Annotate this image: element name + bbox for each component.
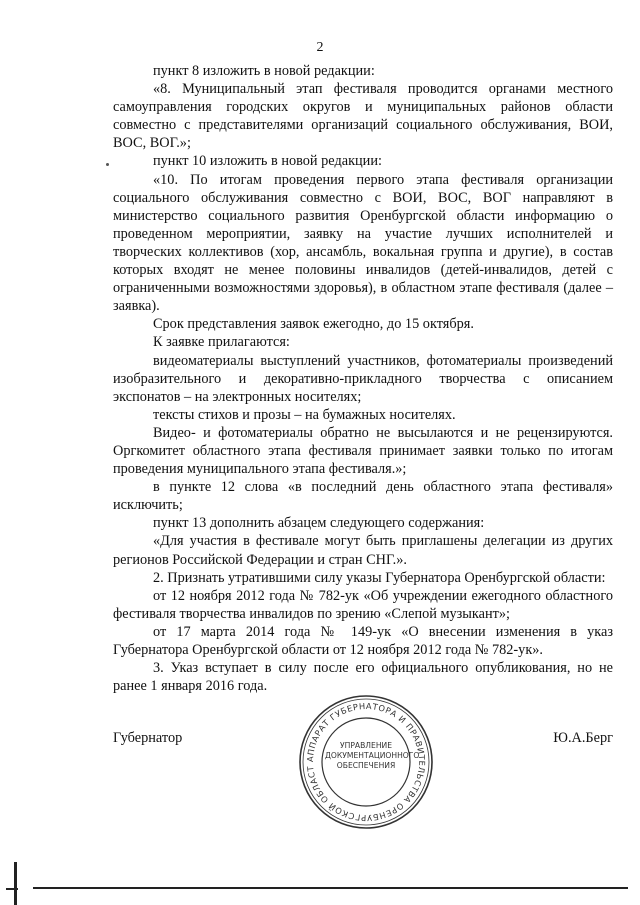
paragraph: в пункте 12 слова «в последний день областного этапа фестиваля» исключить; xyxy=(113,479,613,514)
paragraph: 2. Признать утратившими силу указы Губернатора Оренбургской области: xyxy=(153,569,606,586)
footer-rule xyxy=(33,887,628,889)
page-number: 2 xyxy=(316,40,324,55)
paragraph: тексты стихов и прозы – на бумажных носителях. xyxy=(153,406,456,423)
paragraph: 3. Указ вступает в силу после его официального опубликования, но не ранее 1 января 2016 года. xyxy=(113,660,613,695)
margin-tick xyxy=(6,888,18,890)
paragraph: К заявке прилагаются: xyxy=(153,334,290,351)
paragraph: от 17 марта 2014 года № 149-ук «О внесении изменения в указ Губернатора Оренбургской области от 12 ноября 2012 года № 782-ук». xyxy=(113,623,613,658)
paragraph: пункт 13 дополнить абзацем следующего содержания: xyxy=(153,515,485,532)
paragraph: видеоматериалы выступлений участников, фотоматериалы произведений изобразительного и декоративно-прикладного творчества с описанием экспонатов – на электронных носителях; xyxy=(113,352,613,405)
paragraph: «8. Муниципальный этап фестиваля проводится органами местного самоуправления городских округов и муниципальных районов области совместно с представителями организаций социального обслуживания, ВОИ, ВОС, ВОГ.»; xyxy=(113,81,613,152)
paragraph: Срок представления заявок ежегодно, до 15 октября. xyxy=(153,316,474,333)
paragraph: «Для участия в фестивале могут быть приглашены делегации из других регионов Российской Федерации и стран СНГ.». xyxy=(113,533,613,568)
paragraph: Видео- и фотоматериалы обратно не высылаются и не рецензируются. Оргкомитет областного этапа фестиваля принимает заявки только по итогам проведения муниципального этапа фестиваля.»; xyxy=(113,424,613,478)
stamp-ring-text: АППАРАТ ГУБЕРНАТОРА И ПРАВИТЕЛЬСТВА ОРЕНБУРГСКОЙ ОБЛАСТ xyxy=(304,700,428,824)
paragraph: пункт 8 изложить в новой редакции: xyxy=(153,63,375,79)
paragraph: от 12 ноября 2012 года № 782-ук «Об учреждении ежегодного областного фестиваля творчества инвалидов по зрению «Слепой музыкант»; xyxy=(113,587,613,622)
paragraph: пункт 10 изложить в новой редакции: xyxy=(153,153,382,170)
official-stamp xyxy=(297,693,435,831)
scan-speck xyxy=(106,163,109,166)
signatory-name: Ю.А.Берг xyxy=(553,730,613,746)
signatory-title: Губернатор xyxy=(113,730,183,746)
document-body xyxy=(113,62,613,695)
paragraph: «10. По итогам проведения первого этапа фестиваля организации социального обслуживания совместно с ВОИ, ВОС, ВОГ направляют в министерство социального развития Оренбургской области информацию о проведенном мероприятии, заявку на участие лучших исполнителей и творческих коллективов (хор, ансамбль, вокальная группа и другие), в состав которых входят не менее половины инвалидов (детей-инвалидов, детей с ограниченными возможностями здоровья), в областном этапе фестиваля (далее – заявка). xyxy=(113,171,613,315)
margin-line xyxy=(14,862,17,905)
stamp-center-text: УПРАВЛЕНИЕ ДОКУМЕНТАЦИОННОГО ОБЕСПЕЧЕНИЯ xyxy=(325,741,420,770)
